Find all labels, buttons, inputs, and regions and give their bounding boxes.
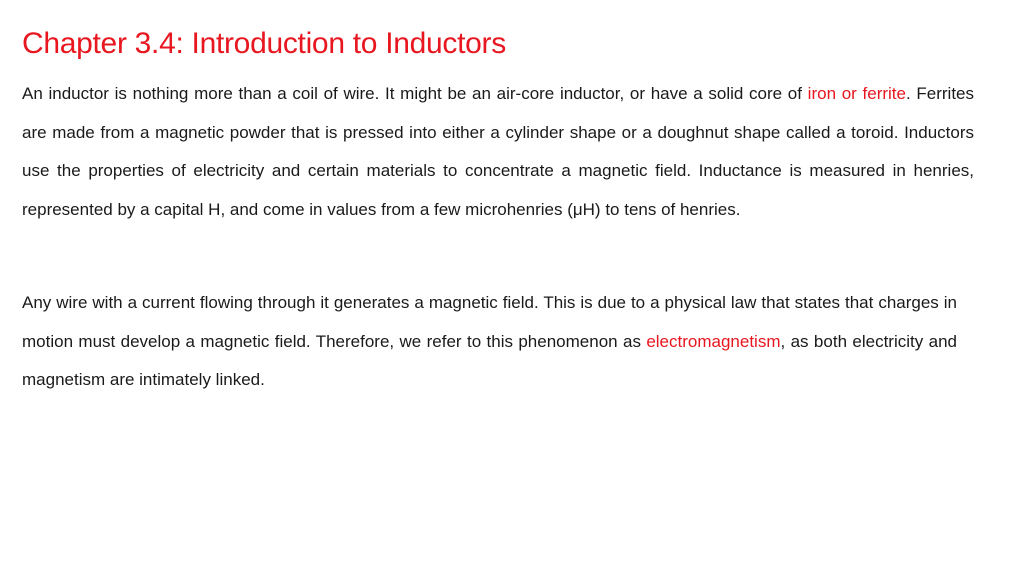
highlighted-term-iron-or-ferrite: iron or ferrite bbox=[807, 84, 906, 103]
page-title: Chapter 3.4: Introduction to Inductors bbox=[22, 27, 506, 60]
paragraph-text: Any wire with a current flowing through it generates a magnetic field. This is due to a physical law that states that charges in motion must develop a magnetic field. Therefore, we refer to this phenomenon as bbox=[22, 293, 957, 351]
paragraph-electromagnetism bbox=[22, 284, 957, 400]
highlighted-term-electromagnetism: electromagnetism bbox=[646, 331, 781, 351]
paragraph-text: An inductor is nothing more than a coil of wire. It might be an air-core inductor, or have a solid core of bbox=[22, 84, 808, 103]
paragraph-text: , as both electricity and magnetism are intimately linked. bbox=[22, 331, 957, 389]
paragraph-inductor-definition bbox=[22, 75, 974, 229]
paragraph-text: . Ferrites are made from a magnetic powder that is pressed into either a cylinder shape or a doughnut shape called a toroid. Inductors use the properties of electricity and certain materials to concentrate a magnetic field. Inductance is measured in henries, represented by a capital H, and come in values from a few microhenries (μH) to tens of henries. bbox=[22, 84, 974, 219]
